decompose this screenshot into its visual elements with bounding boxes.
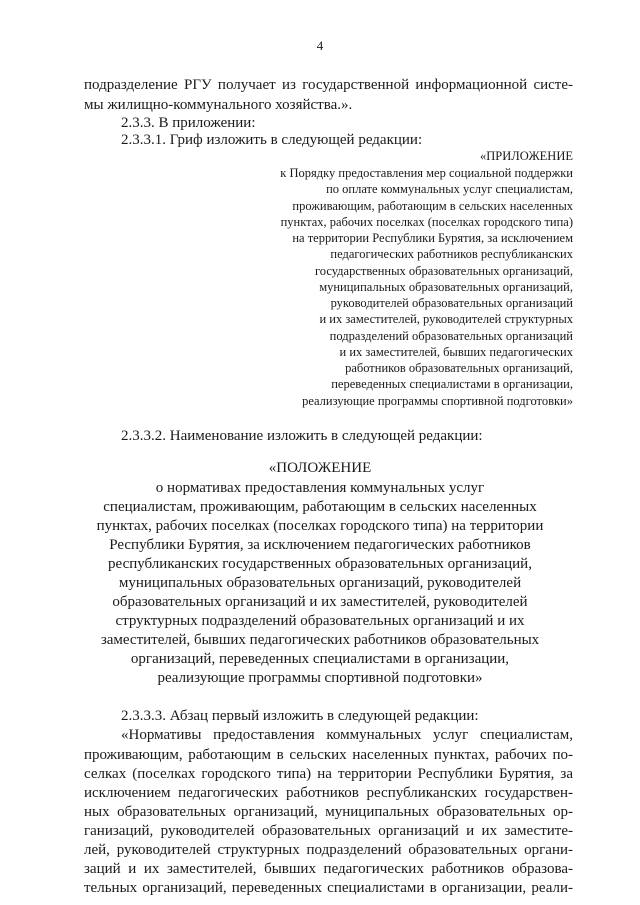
body-line: «Нормативы предоставления коммунальных услуг специалистам,: [121, 727, 573, 743]
body-line: селках (поселках городского типа) на территории Республики Бурятия, за: [84, 766, 573, 782]
grif-line: и их заместителей, руководителей структурных: [319, 312, 573, 326]
grif-line: педагогических работников республиканских: [330, 247, 573, 261]
grif-line: работников образовательных организаций,: [345, 361, 573, 375]
body-line: ных образовательных организаций, муниципальных образовательных ор-: [84, 804, 573, 820]
title-line: образовательных организаций и их заместителей, руководителей: [112, 594, 528, 610]
body-line: исключением педагогических работников республиканских государствен-: [84, 785, 573, 801]
body-line: лей, руководителей структурных подразделений образовательных органи-: [84, 842, 573, 858]
grif-line: пунктах, рабочих поселках (поселках городского типа): [280, 215, 573, 229]
title-line: республиканских государственных образовательных организаций,: [108, 556, 532, 572]
title-line: реализующие программы спортивной подготовки»: [157, 670, 483, 686]
title-line: муниципальных образовательных организаций, руководителей: [118, 575, 522, 591]
title-line: организаций, переведенных специалистами в организации,: [130, 651, 510, 667]
grif-line: реализующие программы спортивной подготовки»: [302, 394, 573, 408]
title-line: пунктах, рабочих поселках (поселках городского типа) на территории: [96, 518, 544, 534]
page-number: 4: [316, 38, 324, 53]
title-line: о нормативах предоставления коммунальных услуг: [155, 480, 485, 496]
intro-line: подразделение РГУ получает из государственной информационной систе-: [84, 77, 573, 93]
grif-line: «ПРИЛОЖЕНИЕ: [480, 149, 573, 163]
intro-line: мы жилищно-коммунального хозяйства.».: [84, 97, 353, 113]
grif-line: подразделений образовательных организаций: [329, 329, 573, 343]
grif-line: государственных образовательных организаций,: [314, 264, 573, 278]
grif-line: на территории Республики Бурятия, за исключением: [292, 231, 573, 245]
body-line: заций и их заместителей, бывших педагогических работников образова-: [84, 861, 573, 877]
naming-instruction: 2.3.3.2. Наименование изложить в следующей редакции:: [121, 428, 483, 444]
grif-line: руководителей образовательных организаций: [330, 296, 573, 310]
grif-line: к Порядку предоставления мер социальной поддержки: [280, 166, 573, 180]
title-line: заместителей, бывших педагогических работников образовательных: [100, 632, 540, 648]
body-line: тельных организаций, переведенных специалистами в организации, реали-: [84, 880, 573, 896]
body-line: ганизаций, руководителей образовательных организаций и их заместите-: [84, 823, 573, 839]
grif-line: переведенных специалистами в организации,: [331, 377, 573, 391]
title-line: структурных подразделений образовательных организаций и их: [115, 613, 525, 629]
grif-line: и их заместителей, бывших педагогических: [339, 345, 573, 359]
title-line: специалистам, проживающим, работающим в сельских населенных: [103, 499, 537, 515]
intro-line: 2.3.3.1. Гриф изложить в следующей редакции:: [121, 132, 423, 148]
paragraph-instruction: 2.3.3.3. Абзац первый изложить в следующей редакции:: [121, 708, 479, 724]
title-line: Республики Бурятия, за исключением педагогических работников: [109, 537, 531, 553]
title-line: «ПОЛОЖЕНИЕ: [268, 460, 372, 476]
grif-line: проживающим, работающим в сельских населенных: [292, 199, 573, 213]
intro-line: 2.3.3. В приложении:: [121, 115, 256, 131]
body-line: проживающим, работающим в сельских населенных пунктах, рабочих по-: [84, 747, 573, 763]
grif-line: по оплате коммунальных услуг специалистам,: [326, 182, 573, 196]
grif-line: муниципальных образовательных организаций,: [319, 280, 573, 294]
